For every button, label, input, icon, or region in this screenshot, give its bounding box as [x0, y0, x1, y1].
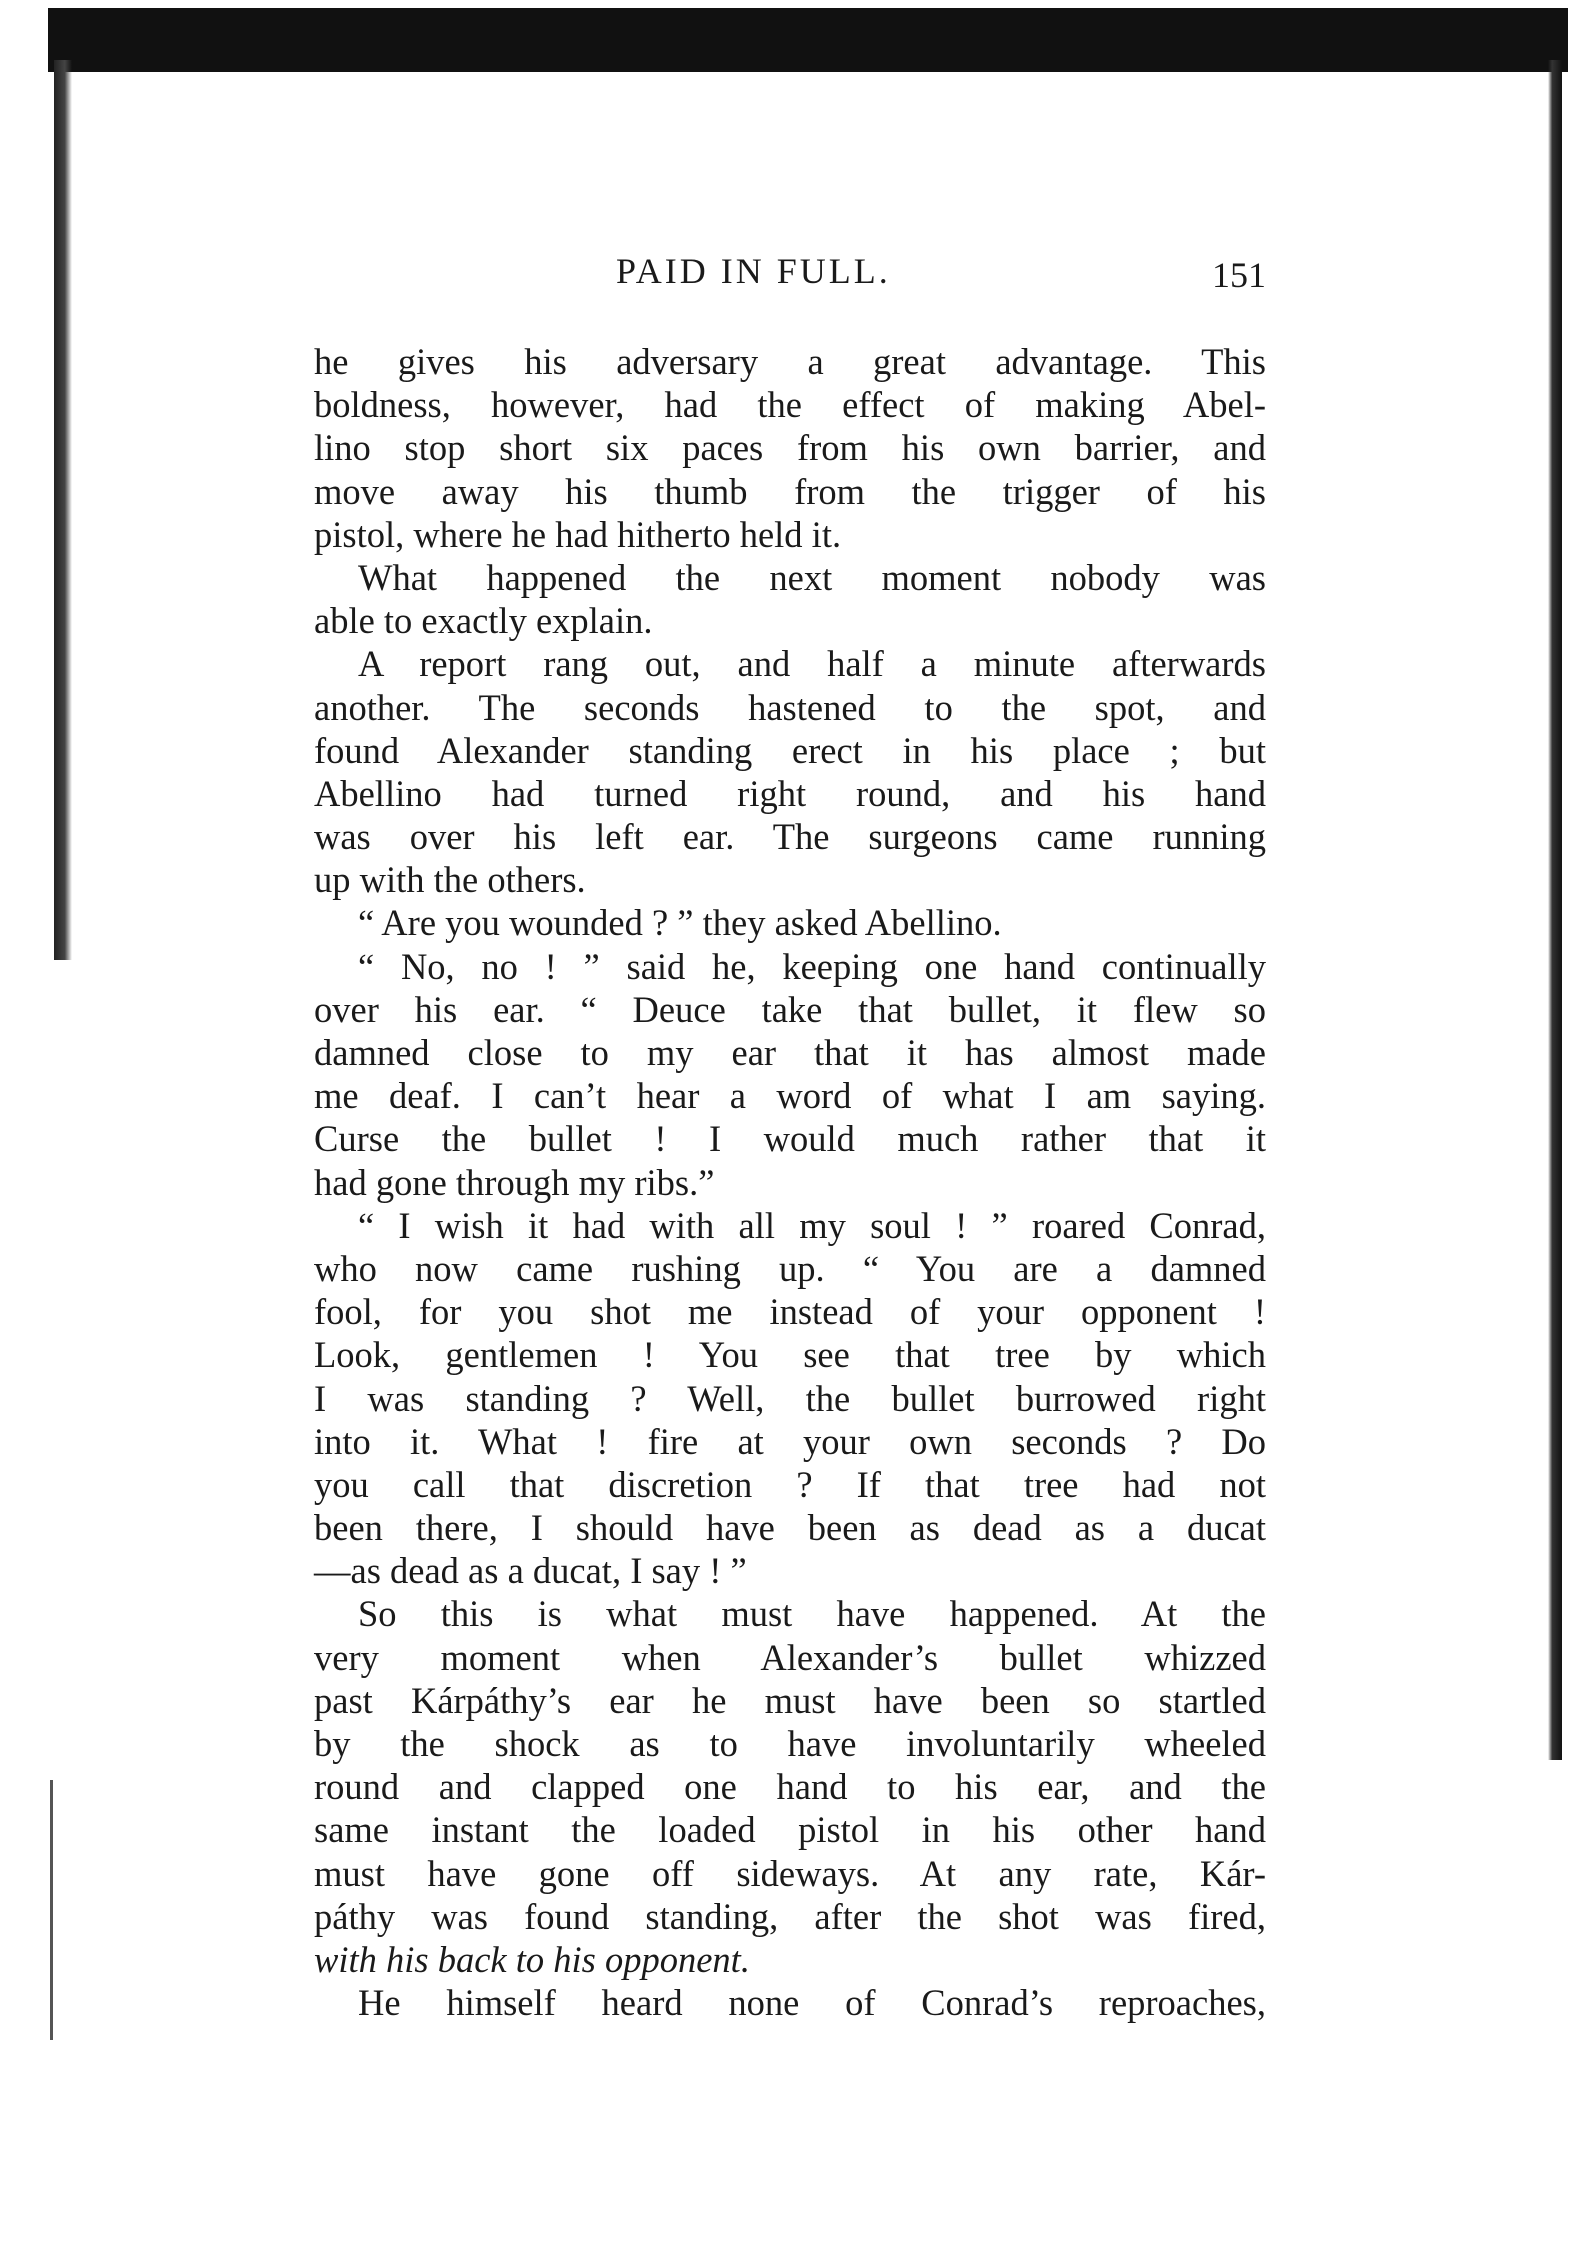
text-line: So this is what must have happened. At the: [358, 1593, 1266, 1635]
text-line: boldness, however, had the effect of making Abel-: [314, 384, 1266, 426]
text-line: who now came rushing up. “ You are a damned: [314, 1247, 1266, 1289]
text-line: past Kárpáthy’s ear he must have been so startled: [314, 1679, 1266, 1721]
text-line: “ I wish it had with all my soul ! ” roared Conrad,: [358, 1204, 1266, 1246]
text-line: into it. What ! fire at your own seconds ? Do: [314, 1420, 1266, 1462]
text-line: “ Are you wounded ? ” they asked Abellino.: [358, 902, 1002, 944]
text-line: fool, for you shot me instead of your opponent !: [314, 1291, 1266, 1333]
text-line: A report rang out, and half a minute afterwards: [358, 643, 1266, 685]
text-line: another. The seconds hastened to the spot, and: [314, 686, 1266, 728]
text-line: was over his left ear. The surgeons came running: [314, 816, 1266, 858]
text-line: must have gone off sideways. At any rate, Kár-: [314, 1852, 1266, 1894]
text-line: found Alexander standing erect in his place ; but: [314, 729, 1266, 771]
body-text: [314, 340, 1266, 2024]
text-line: up with the others.: [314, 859, 586, 901]
text-line: been there, I should have been as dead as a ducat: [314, 1507, 1266, 1549]
running-head: [314, 250, 1266, 300]
text-line: Look, gentlemen ! You see that tree by which: [314, 1334, 1266, 1376]
text-line: over his ear. “ Deuce take that bullet, it flew so: [314, 988, 1266, 1030]
text-line: damned close to my ear that it has almost made: [314, 1032, 1266, 1073]
text-line: me deaf. I can’t hear a word of what I am saying.: [314, 1075, 1266, 1117]
text-line: same instant the loaded pistol in his other hand: [314, 1809, 1266, 1851]
text-line: Abellino had turned right round, and his hand: [314, 772, 1266, 814]
text-line: What happened the next moment nobody was: [358, 556, 1266, 598]
text-line: “ No, no ! ” said he, keeping one hand continually: [358, 945, 1266, 987]
text-line: páthy was found standing, after the shot was fired,: [314, 1895, 1266, 1937]
text-line: I was standing ? Well, the bullet burrowed right: [314, 1377, 1266, 1419]
running-title: PAID IN FULL.: [616, 251, 891, 291]
text-line: round and clapped one hand to his ear, and the: [314, 1766, 1266, 1808]
text-line: able to exactly explain.: [314, 600, 653, 642]
text-line: Curse the bullet ! I would much rather that it: [314, 1118, 1266, 1160]
text-line: pistol, where he had hitherto held it.: [314, 513, 842, 555]
text-line: lino stop short six paces from his own barrier, and: [314, 427, 1266, 469]
text-line: you call that discretion ? If that tree had not: [314, 1463, 1266, 1505]
text-line: he gives his adversary a great advantage. This: [314, 341, 1266, 382]
text-line: move away his thumb from the trigger of his: [314, 470, 1266, 512]
text-line: very moment when Alexander’s bullet whizzed: [314, 1636, 1266, 1678]
text-line: —as dead as a ducat, I say ! ”: [314, 1550, 747, 1592]
page-number: 151: [1212, 255, 1266, 295]
text-line: had gone through my ribs.”: [314, 1161, 715, 1203]
text-line: by the shock as to have involuntarily wheeled: [314, 1723, 1266, 1764]
text-line: with his back to his opponent.: [314, 1938, 750, 1980]
text-line: He himself heard none of Conrad’s reproaches,: [358, 1982, 1266, 2024]
